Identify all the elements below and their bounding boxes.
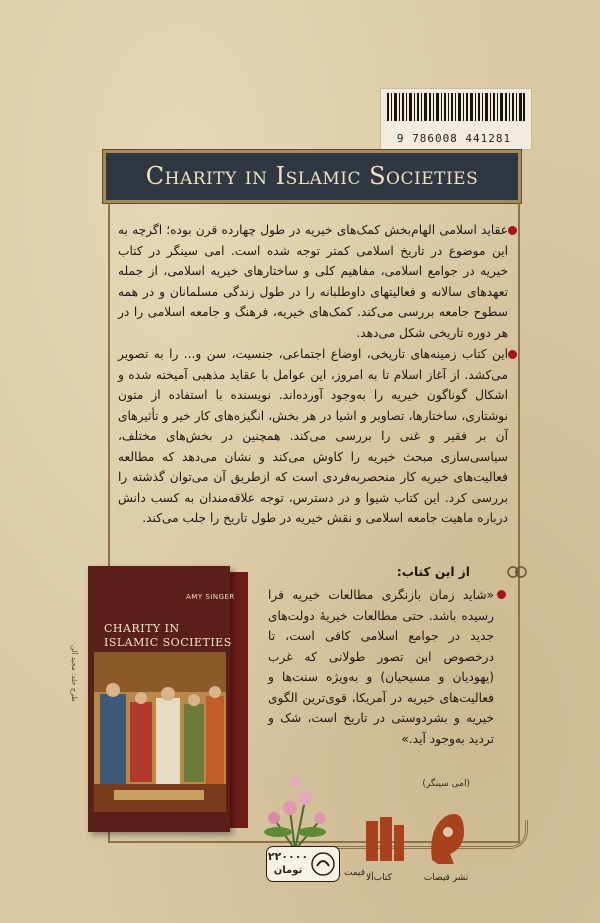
price-label: قیمت [344, 868, 366, 878]
bullet-icon [508, 226, 517, 235]
price-currency: تومان [273, 865, 303, 876]
title-banner [103, 150, 521, 203]
bullet-icon [497, 590, 506, 599]
bullet-icon [508, 350, 517, 359]
description-paragraph-2: این کتاب زمینه‌های تاریخی، اوضاع اجتماعی، جنسیت، سن و... را به تصویر می‌کشد. از آغاز اسلام تا به امروز، این عوامل با عقاید مذهبی آمیخته شده و اشکال گوناگون خیریه را به‌وجود آورده‌اند. نویسنده با استفاده از متون نوشتاری، ساختارها، تصاویر و اشیا در هر بخش، انگیزه‌های کار خیر و تأثیرهای آن بر فقیر و غنی را بررسی می‌کند. همچنین در بخش‌های مختلف، سیاسی‌سازی مبحث خیریه را کاوش می‌کند و نشان می‌دهد که مطالعه فعالیت‌های خیریه کار منحصربه‌فردی است که ازطریق آن می‌توان گذشته را بررسی کرد. این کتاب شیوا و در دسترس، توجه علاقه‌مندان به کسب دانش درباره ماهیت جامعه اسلامی و نقش خیریه در طول تاریخ را جلب می‌کند. [118, 347, 508, 525]
publisher-1-name: کتاب‌آلا [366, 873, 392, 883]
quote-attribution: (امی سینگر) [422, 779, 470, 789]
price-amount: ۲۲۰۰۰۰ [267, 850, 309, 863]
quote-heading: از این کتاب: [396, 565, 470, 579]
floral-ornament-icon [505, 562, 529, 582]
book-author: AMY SINGER [186, 593, 235, 601]
book-title-line-1: CHARITY IN [104, 622, 180, 635]
banner-title: Charity in Islamic Societies [145, 162, 479, 190]
barcode-bars-icon [387, 93, 525, 121]
cover-design-credit: طرح جلد: مجید آلن [70, 645, 78, 702]
publisher-2-name: نشر قیصات [423, 873, 469, 883]
price-sticker [266, 846, 340, 882]
miniature-painting-icon [94, 652, 226, 812]
isbn-number: 9 786008 441281 [396, 132, 512, 145]
description-paragraph-1: عقاید اسلامی الهام‌بخش کمک‌های خیریه در طول چهارده قرن بوده؛ اگرچه به این موضوع در تاریخ اسلامی کمتر توجه شده است. امی سینگر در کتاب خیریه در جوامع اسلامی، مفاهیم کلی و ساختارهای خیریه اسلامی، از جمله تعهدهای سالانه و فعالیتهای داوطلبانه را در طول زندگی مسلمانان و در همه سطوح جامعه بررسی می‌کند. کمک‌های خیریه، فرهنگ و جامعه اسلامی را در هر دوره تاریخی شکل می‌دهد. [118, 223, 508, 340]
book-title-line-2: ISLAMIC SOCIETIES [104, 636, 232, 649]
flower-decoration-icon [250, 770, 340, 850]
store-logo-icon [311, 852, 335, 876]
ketab-ala-logo-icon [364, 815, 406, 865]
publisher-logo-icon [424, 808, 470, 870]
quote-text: «شاید زمان بازنگری مطالعات خیریه فرا رسیده باشد. حتی مطالعات خیریهٔ دولت‌های جدید در جوامع اسلامی کافی است، تا درخصوص این تصور طولانی که غرب (یهودیان و مسیحیان) و به‌ویژه سنت‌ها و فعالیت‌های خیریه در آمریکا، قوی‌ترین الگوی خیریه و بشردوستی در تاریخ است، شک و تردید به‌وجود آید.» [268, 588, 494, 746]
book-spine [228, 572, 248, 828]
